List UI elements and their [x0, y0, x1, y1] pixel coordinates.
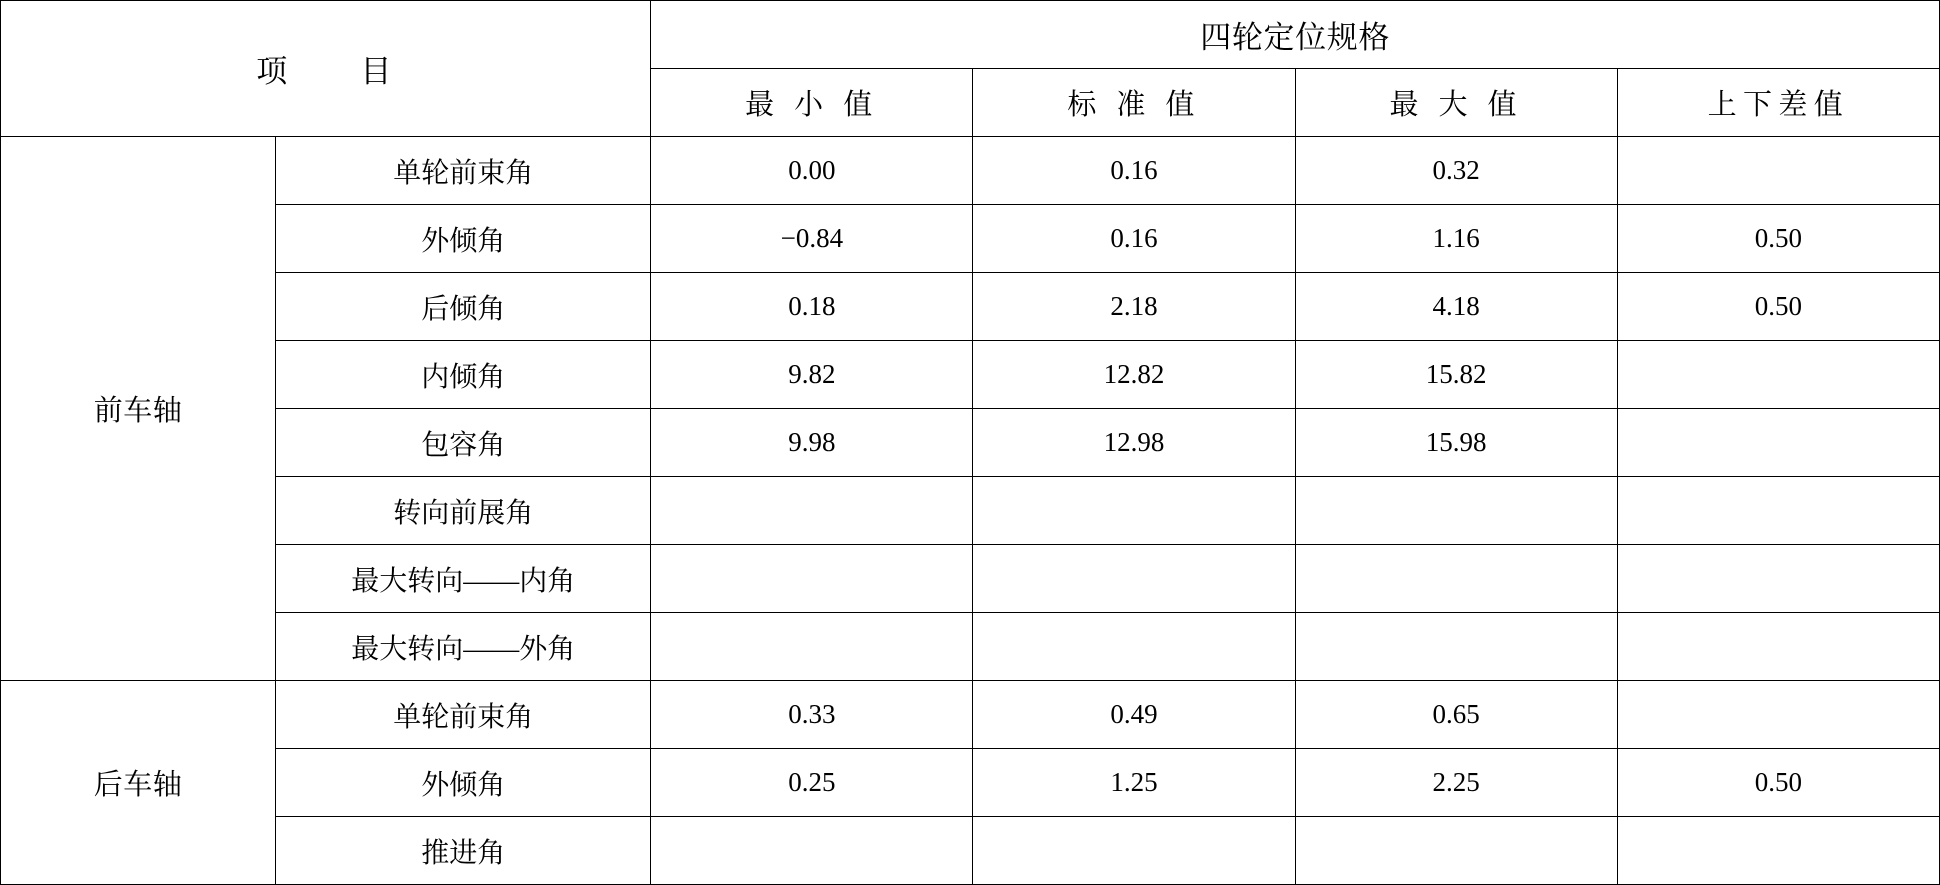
header-col-std: 标 准 值: [973, 69, 1295, 137]
item-label: 内倾角: [276, 341, 651, 409]
table-header: [1, 1, 1940, 137]
value-diff: [1617, 341, 1939, 409]
value-diff: [1617, 409, 1939, 477]
value-max: [1295, 545, 1617, 613]
table-row: [1, 545, 1940, 613]
header-col-diff: 上下差值: [1617, 69, 1939, 137]
value-min: [651, 545, 973, 613]
value-max: 0.65: [1295, 681, 1617, 749]
table-row: [1, 749, 1940, 817]
value-max: 0.32: [1295, 137, 1617, 205]
value-std: 2.18: [973, 273, 1295, 341]
value-std: 12.98: [973, 409, 1295, 477]
header-col-min: 最 小 值: [651, 69, 973, 137]
value-std: 12.82: [973, 341, 1295, 409]
table-body: [1, 137, 1940, 885]
item-label: 最大转向——内角: [276, 545, 651, 613]
value-max: 15.82: [1295, 341, 1617, 409]
value-std: [973, 477, 1295, 545]
value-diff: [1617, 545, 1939, 613]
value-min: −0.84: [651, 205, 973, 273]
value-diff: [1617, 613, 1939, 681]
value-max: [1295, 613, 1617, 681]
value-std: 0.49: [973, 681, 1295, 749]
table-row: [1, 681, 1940, 749]
value-std: 0.16: [973, 137, 1295, 205]
item-label: 包容角: [276, 409, 651, 477]
value-std: [973, 613, 1295, 681]
value-diff: 0.50: [1617, 205, 1939, 273]
table-row: [1, 341, 1940, 409]
value-diff: [1617, 477, 1939, 545]
table-row: [1, 477, 1940, 545]
value-max: 15.98: [1295, 409, 1617, 477]
value-diff: [1617, 817, 1939, 885]
value-min: [651, 613, 973, 681]
table-row: [1, 613, 1940, 681]
axis-label-rear: 后车轴: [1, 681, 276, 885]
item-label: 转向前展角: [276, 477, 651, 545]
value-diff: 0.50: [1617, 273, 1939, 341]
item-label: 后倾角: [276, 273, 651, 341]
header-row-top: [1, 1, 1940, 69]
table-row: [1, 409, 1940, 477]
value-std: [973, 817, 1295, 885]
value-max: 1.16: [1295, 205, 1617, 273]
value-min: 9.98: [651, 409, 973, 477]
value-diff: [1617, 681, 1939, 749]
item-label: 单轮前束角: [276, 137, 651, 205]
axis-label-front: 前车轴: [1, 137, 276, 681]
value-min: [651, 477, 973, 545]
value-max: [1295, 477, 1617, 545]
table-row: [1, 205, 1940, 273]
header-item-label: 项 目: [1, 1, 651, 137]
value-std: 0.16: [973, 205, 1295, 273]
value-min: 0.25: [651, 749, 973, 817]
value-std: 1.25: [973, 749, 1295, 817]
item-label: 最大转向——外角: [276, 613, 651, 681]
value-max: 4.18: [1295, 273, 1617, 341]
header-group-label: 四轮定位规格: [651, 1, 1940, 69]
value-max: 2.25: [1295, 749, 1617, 817]
value-diff: 0.50: [1617, 749, 1939, 817]
value-min: 0.33: [651, 681, 973, 749]
table-row: [1, 817, 1940, 885]
item-label: 外倾角: [276, 205, 651, 273]
value-max: [1295, 817, 1617, 885]
value-min: [651, 817, 973, 885]
value-diff: [1617, 137, 1939, 205]
table-row: [1, 137, 1940, 205]
item-label: 外倾角: [276, 749, 651, 817]
item-label: 单轮前束角: [276, 681, 651, 749]
item-label: 推进角: [276, 817, 651, 885]
value-std: [973, 545, 1295, 613]
value-min: 9.82: [651, 341, 973, 409]
value-min: 0.18: [651, 273, 973, 341]
table-row: [1, 273, 1940, 341]
header-col-max: 最 大 值: [1295, 69, 1617, 137]
value-min: 0.00: [651, 137, 973, 205]
